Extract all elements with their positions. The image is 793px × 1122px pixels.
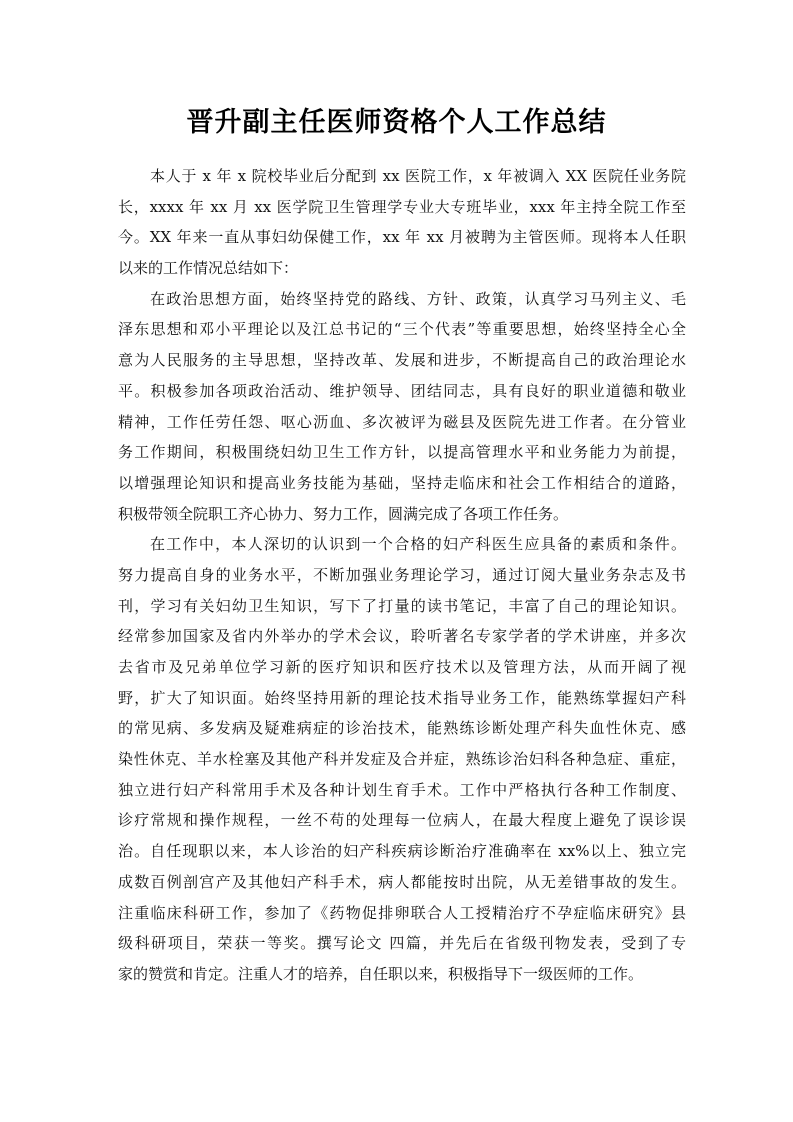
- paragraph-line: 务工作期间，积极围绕妇幼卫生工作方针，以提高管理水平和业务能力为前提，: [118, 443, 686, 462]
- paragraph-line: 以增强理论知识和提高业务技能为基础，坚持走临床和社会工作相结合的道路，: [118, 473, 686, 492]
- paragraph-line: 注重临床科研工作，参加了《药物促排卵联合人工授精治疗不孕症临床研究》县: [118, 903, 686, 922]
- paragraph-line: 去省市及兄弟单位学习新的医疗知识和医疗技术以及管理方法，从而开阔了视: [118, 658, 686, 676]
- paragraph-line: 级科研项目，荣获一等奖。撰写论文 四篇，并先后在省级刊物发表，受到了专: [118, 934, 686, 953]
- paragraph-line: 在工作中，本人深切的认识到一个合格的妇产科医生应具备的素质和条件。: [150, 535, 686, 554]
- paragraph-line: 平。积极参加各项政治活动、维护领导、团结同志，具有良好的职业道德和敬业: [118, 381, 686, 400]
- paragraph: [118, 284, 686, 530]
- paragraph-line: 的常见病、多发病及疑难病症的诊治技术，能熟练诊断处理产科失血性休克、感: [118, 719, 686, 738]
- paragraph-line: 精神，工作任劳任怨、呕心沥血、多次被评为磁县及医院先进工作者。在分管业: [118, 412, 686, 431]
- paragraph: [118, 161, 686, 284]
- document-body: [118, 161, 686, 990]
- paragraph-line: 刊，学习有关妇幼卫生知识，写下了打量的读书笔记，丰富了自己的理论知识。: [118, 596, 686, 615]
- paragraph-line: 成数百例剖宫产及其他妇产科手术，病人都能按时出院，从无差错事故的发生。: [118, 872, 686, 891]
- paragraph-line: 独立进行妇产科常用手术及各种计划生育手术。工作中严格执行各种工作制度、: [118, 780, 686, 799]
- paragraph: [118, 529, 686, 989]
- paragraph-line: 以来的工作情况总结如下：: [118, 259, 299, 278]
- paragraph-line: 染性休克、羊水栓塞及其他产科并发症及合并症，熟练诊治妇科各种急症、重症，: [118, 750, 686, 769]
- document-title: 晋升副主任医师资格个人工作总结: [186, 107, 607, 138]
- paragraph-line: 家的赞赏和肯定。注重人才的培养，自任职以来，积极指导下一级医师的工作。: [118, 964, 644, 983]
- paragraph-line: 诊疗常规和操作规程，一丝不苟的处理每一位病人，在最大程度上避免了误诊误: [118, 811, 686, 830]
- paragraph-line: 努力提高自身的业务水平，不断加强业务理论学习，通过订阅大量业务杂志及书: [118, 565, 686, 584]
- paragraph-line: 本人于 x 年 x 院校毕业后分配到 xx 医院工作，x 年被调入 XX 医院任业务院: [150, 167, 686, 185]
- paragraph-line: 意为人民服务的主导思想，坚持改革、发展和进步，不断提高自己的政治理论水: [118, 351, 686, 370]
- paragraph-line: 野，扩大了知识面。始终坚持用新的理论技术指导业务工作，能熟练掌握妇产科: [118, 688, 686, 707]
- paragraph-line: 今。XX 年来一直从事妇幼保健工作，xx 年 xx 月被聘为主管医师。现将本人任职: [118, 228, 686, 247]
- paragraph-line: 经常参加国家及省内外举办的学术会议，聆听著名专家学者的学术讲座，并多次: [118, 627, 686, 646]
- paragraph-line: 在政治思想方面，始终坚持党的路线、方针、政策，认真学习马列主义、毛: [150, 289, 686, 308]
- paragraph-line: 长，xxxx 年 xx 月 xx 医学院卫生管理学专业大专班毕业，xxx 年主持全院工作至: [118, 197, 686, 216]
- paragraph-line: 治。自任现职以来，本人诊治的妇产科疾病诊断治疗准确率在 xx%以上、独立完: [118, 842, 686, 861]
- paragraph-line: 泽东思想和邓小平理论以及江总书记的“三个代表”等重要思想，始终坚持全心全: [118, 320, 686, 339]
- paragraph-line: 积极带领全院职工齐心协力、努力工作，圆满完成了各项工作任务。: [118, 504, 569, 523]
